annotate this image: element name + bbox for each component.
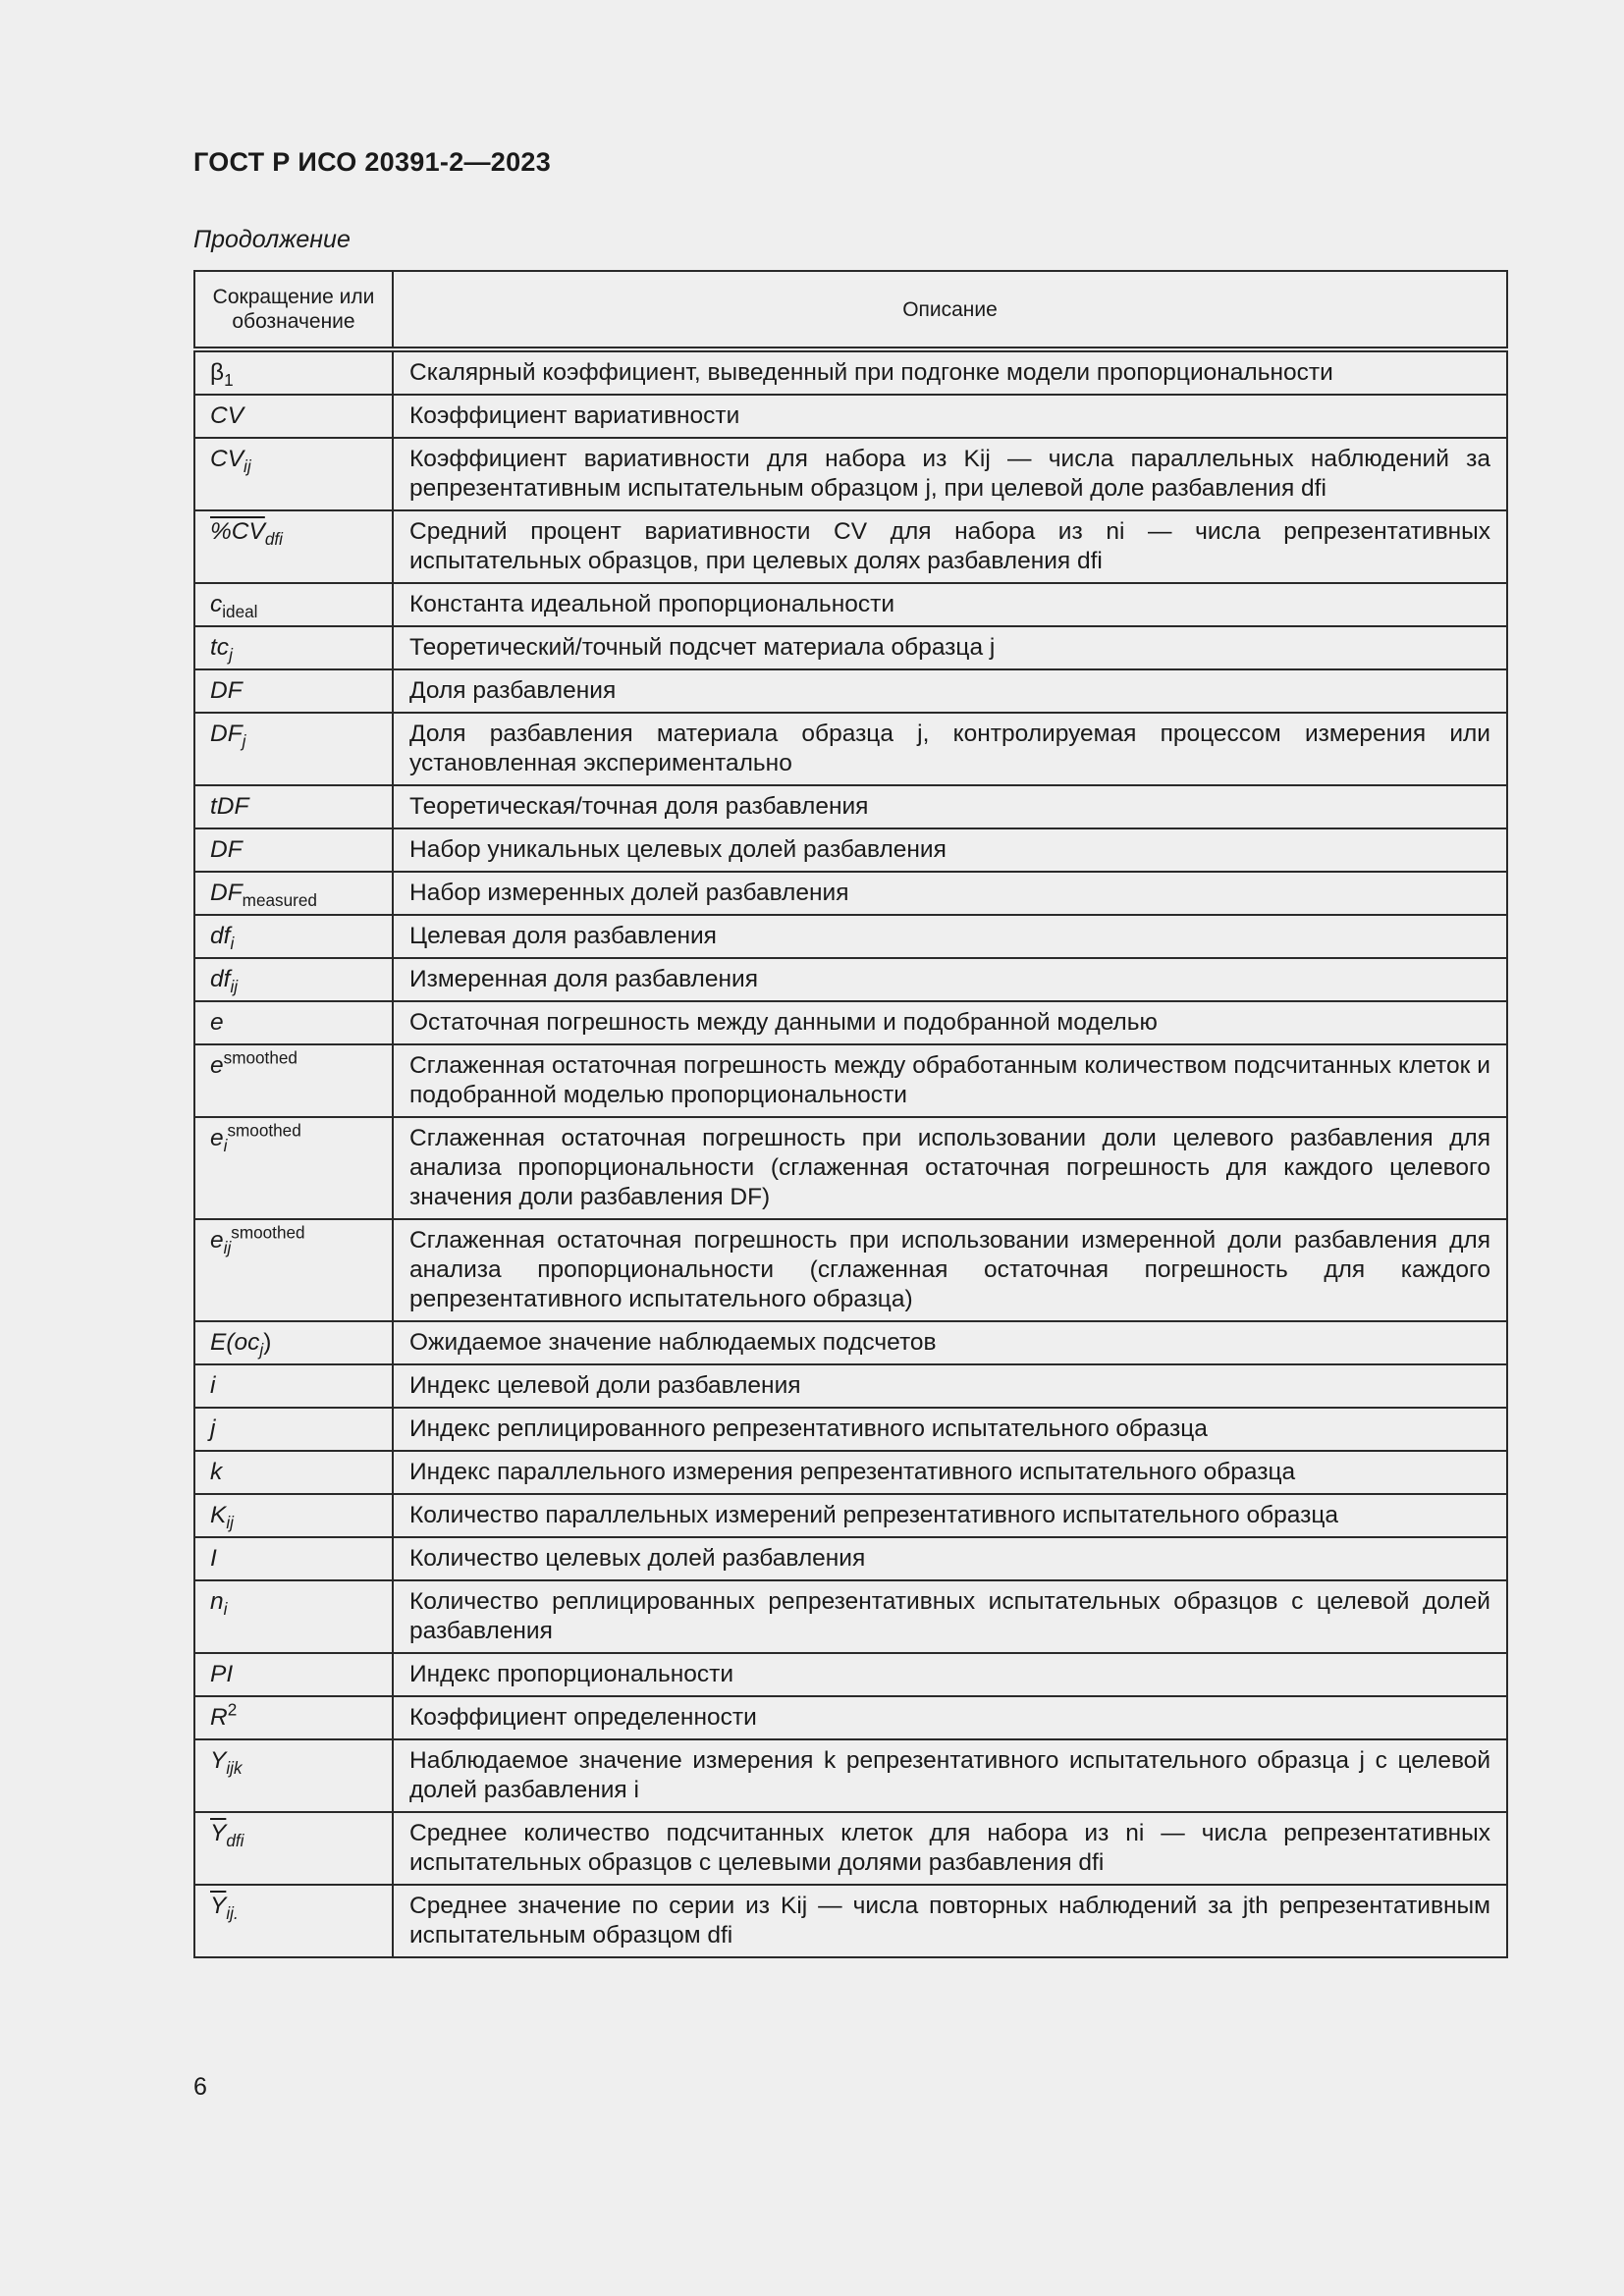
table-row xyxy=(194,828,1507,872)
description-cell: Индекс пропорциональности xyxy=(393,1653,1507,1696)
symbol-cell xyxy=(194,828,393,872)
description-cell: Коэффициент определенности xyxy=(393,1696,1507,1739)
symbol-text: e xyxy=(210,1052,224,1079)
symbol-subscript: measured xyxy=(242,890,317,910)
symbol-cell xyxy=(194,583,393,626)
description-cell: Остаточная погрешность между данными и подобранной моделью xyxy=(393,1001,1507,1044)
table-row xyxy=(194,1364,1507,1408)
table-row xyxy=(194,510,1507,583)
table-row xyxy=(194,395,1507,438)
symbol-cell xyxy=(194,669,393,713)
symbol-text: K xyxy=(210,1502,227,1528)
symbol-cell xyxy=(194,872,393,915)
symbol-cell xyxy=(194,1408,393,1451)
symbol-cell xyxy=(194,1739,393,1812)
table-row xyxy=(194,1537,1507,1580)
symbol-text: df xyxy=(210,923,231,949)
description-cell: Набор уникальных целевых долей разбавления xyxy=(393,828,1507,872)
symbol-subscript: i xyxy=(223,1136,228,1155)
symbol-text: CV xyxy=(210,446,244,472)
symbol-text: tc xyxy=(210,634,230,661)
symbol-superscript: smoothed xyxy=(227,1120,301,1141)
description-cell: Целевая доля разбавления xyxy=(393,915,1507,958)
table-row xyxy=(194,1812,1507,1885)
symbol-subscript: ideal xyxy=(222,602,258,621)
symbol-text: Y xyxy=(210,1747,227,1774)
symbol-text: i xyxy=(210,1372,216,1399)
symbol-cell xyxy=(194,395,393,438)
symbol-cell xyxy=(194,1219,393,1321)
symbol-text: $\overline{Y}$ xyxy=(210,1893,227,1919)
symbol-subscript: ijk xyxy=(226,1758,243,1778)
symbol-closing-paren: ) xyxy=(263,1329,272,1356)
symbol-superscript: 2 xyxy=(227,1699,238,1720)
symbol-text: %CV xyxy=(210,518,265,545)
document-id: ГОСТ Р ИСО 20391-2—2023 xyxy=(193,147,552,177)
symbol-cell xyxy=(194,915,393,958)
table-row xyxy=(194,1044,1507,1117)
symbol-text: DF xyxy=(210,677,243,704)
symbol-cell xyxy=(194,1117,393,1219)
symbol-subscript: ij xyxy=(244,456,251,476)
symbol-cell xyxy=(194,510,393,583)
description-cell: Коэффициент вариативности для набора из Kij — числа параллельных наблюдений за репрезентативным испытательным образцом j, при целевой доле разбавления dfi xyxy=(393,438,1507,510)
description-cell: Индекс реплицированного репрезентативного испытательного образца xyxy=(393,1408,1507,1451)
symbol-text: e xyxy=(210,1227,224,1254)
description-cell: Измеренная доля разбавления xyxy=(393,958,1507,1001)
table-row xyxy=(194,713,1507,785)
description-cell: Доля разбавления xyxy=(393,669,1507,713)
table-row xyxy=(194,349,1507,395)
symbol-text: n xyxy=(210,1588,224,1615)
symbol-cell xyxy=(194,1364,393,1408)
column-header-description: Описание xyxy=(393,271,1507,349)
symbol-text: df xyxy=(210,966,231,992)
symbol-cell xyxy=(194,1653,393,1696)
table-row xyxy=(194,1321,1507,1364)
symbol-cell xyxy=(194,1494,393,1537)
symbol-subscript: j xyxy=(229,645,233,665)
symbol-text: e xyxy=(210,1125,224,1151)
table-row xyxy=(194,1219,1507,1321)
table-row xyxy=(194,1653,1507,1696)
description-cell: Ожидаемое значение наблюдаемых подсчетов xyxy=(393,1321,1507,1364)
symbol-cell xyxy=(194,713,393,785)
table-row xyxy=(194,626,1507,669)
table-row xyxy=(194,1739,1507,1812)
description-cell: Теоретический/точный подсчет материала образца j xyxy=(393,626,1507,669)
symbol-subscript: dfi xyxy=(264,529,283,549)
description-cell: Сглаженная остаточная погрешность при использовании измеренной доли разбавления для анализа пропорциональности (сглаженная остаточная погрешность для каждого репрезентативного испытательного образца) xyxy=(393,1219,1507,1321)
table-row xyxy=(194,1885,1507,1957)
symbol-subscript: ij. xyxy=(226,1903,239,1923)
symbol-cell xyxy=(194,958,393,1001)
description-cell: Теоретическая/точная доля разбавления xyxy=(393,785,1507,828)
symbol-superscript: smoothed xyxy=(231,1222,305,1243)
symbol-subscript: ij xyxy=(223,1238,232,1257)
table-row xyxy=(194,915,1507,958)
symbol-text: k xyxy=(210,1459,223,1485)
symbol-text: DF xyxy=(210,836,243,863)
symbol-cell xyxy=(194,1885,393,1957)
description-cell: Скалярный коэффициент, выведенный при подгонке модели пропорциональности xyxy=(393,349,1507,395)
symbol-text: c xyxy=(210,591,223,617)
symbol-text: E(oc xyxy=(210,1329,260,1356)
description-cell: Среднее количество подсчитанных клеток для набора из ni — числа репрезентативных испытательных образцов с целевыми долями разбавления dfi xyxy=(393,1812,1507,1885)
description-cell: Индекс параллельного измерения репрезентативного испытательного образца xyxy=(393,1451,1507,1494)
continuation-label: Продолжение xyxy=(193,226,351,253)
table-header-row xyxy=(194,271,1507,349)
symbol-subscript: ij xyxy=(226,1513,234,1532)
symbol-cell xyxy=(194,1537,393,1580)
symbol-text: PI xyxy=(210,1661,234,1687)
symbol-text: $\overline{Y}$ xyxy=(210,1820,227,1846)
description-cell: Коэффициент вариативности xyxy=(393,395,1507,438)
symbol-subscript: j xyxy=(259,1340,264,1360)
abbreviations-table xyxy=(193,270,1508,1958)
column-header-symbol: Сокращение или обозначение xyxy=(194,271,393,349)
symbol-text: β xyxy=(210,359,225,386)
symbol-text: CV xyxy=(210,402,244,429)
symbol-subscript: ij xyxy=(230,977,239,996)
table-row xyxy=(194,1580,1507,1653)
description-cell: Набор измеренных долей разбавления xyxy=(393,872,1507,915)
symbol-subscript: 1 xyxy=(224,370,234,390)
description-cell: Количество параллельных измерений репрезентативного испытательного образца xyxy=(393,1494,1507,1537)
table-row xyxy=(194,872,1507,915)
symbol-subscript: i xyxy=(230,934,235,953)
table-row xyxy=(194,1451,1507,1494)
table-row xyxy=(194,1001,1507,1044)
table-body xyxy=(194,349,1507,1957)
symbol-subscript: j xyxy=(242,731,246,751)
description-cell: Доля разбавления материала образца j, контролируемая процессом измерения или установленная экспериментально xyxy=(393,713,1507,785)
symbol-cell xyxy=(194,1696,393,1739)
symbol-cell xyxy=(194,1580,393,1653)
description-cell: Индекс целевой доли разбавления xyxy=(393,1364,1507,1408)
symbol-text: j xyxy=(210,1415,216,1442)
symbol-text: e xyxy=(210,1009,224,1036)
symbol-cell xyxy=(194,626,393,669)
table-row xyxy=(194,438,1507,510)
symbol-text: R xyxy=(210,1704,228,1731)
symbol-text: DF xyxy=(210,721,243,747)
symbol-text: I xyxy=(210,1545,217,1572)
symbol-subscript: i xyxy=(223,1599,228,1619)
symbol-cell xyxy=(194,1321,393,1364)
description-cell: Средний процент вариативности CV для набора из ni — числа репрезентативных испытательных образцов, при целевых долях разбавления dfi xyxy=(393,510,1507,583)
description-cell: Количество реплицированных репрезентативных испытательных образцов с целевой долей разбавления xyxy=(393,1580,1507,1653)
table-row xyxy=(194,1696,1507,1739)
symbol-cell xyxy=(194,785,393,828)
description-cell: Наблюдаемое значение измерения k репрезентативного испытательного образца j с целевой долей разбавления i xyxy=(393,1739,1507,1812)
table-row xyxy=(194,1117,1507,1219)
description-cell: Константа идеальной пропорциональности xyxy=(393,583,1507,626)
table-row xyxy=(194,583,1507,626)
description-cell: Сглаженная остаточная погрешность между обработанным количеством подсчитанных клеток и подобранной моделью пропорциональности xyxy=(393,1044,1507,1117)
symbol-cell xyxy=(194,349,393,395)
description-cell: Количество целевых долей разбавления xyxy=(393,1537,1507,1580)
table-row xyxy=(194,1408,1507,1451)
symbol-superscript: smoothed xyxy=(223,1047,298,1068)
description-cell: Среднее значение по серии из Kij — числа повторных наблюдений за jth репрезентативным испытательным образцом dfi xyxy=(393,1885,1507,1957)
table-row xyxy=(194,1494,1507,1537)
symbol-cell xyxy=(194,1451,393,1494)
symbol-cell xyxy=(194,1812,393,1885)
symbol-cell xyxy=(194,1001,393,1044)
symbol-subscript: dfi xyxy=(226,1831,244,1850)
table-row xyxy=(194,785,1507,828)
symbol-cell xyxy=(194,1044,393,1117)
symbol-cell xyxy=(194,438,393,510)
page-number: 6 xyxy=(193,2073,207,2101)
symbol-text: DF xyxy=(210,880,243,906)
symbol-text: tDF xyxy=(210,793,249,820)
description-cell: Сглаженная остаточная погрешность при использовании доли целевого разбавления для анализа пропорциональности (сглаженная остаточная погрешность для каждого целевого значения доли разбавления DF) xyxy=(393,1117,1507,1219)
table-row xyxy=(194,669,1507,713)
table-row xyxy=(194,958,1507,1001)
